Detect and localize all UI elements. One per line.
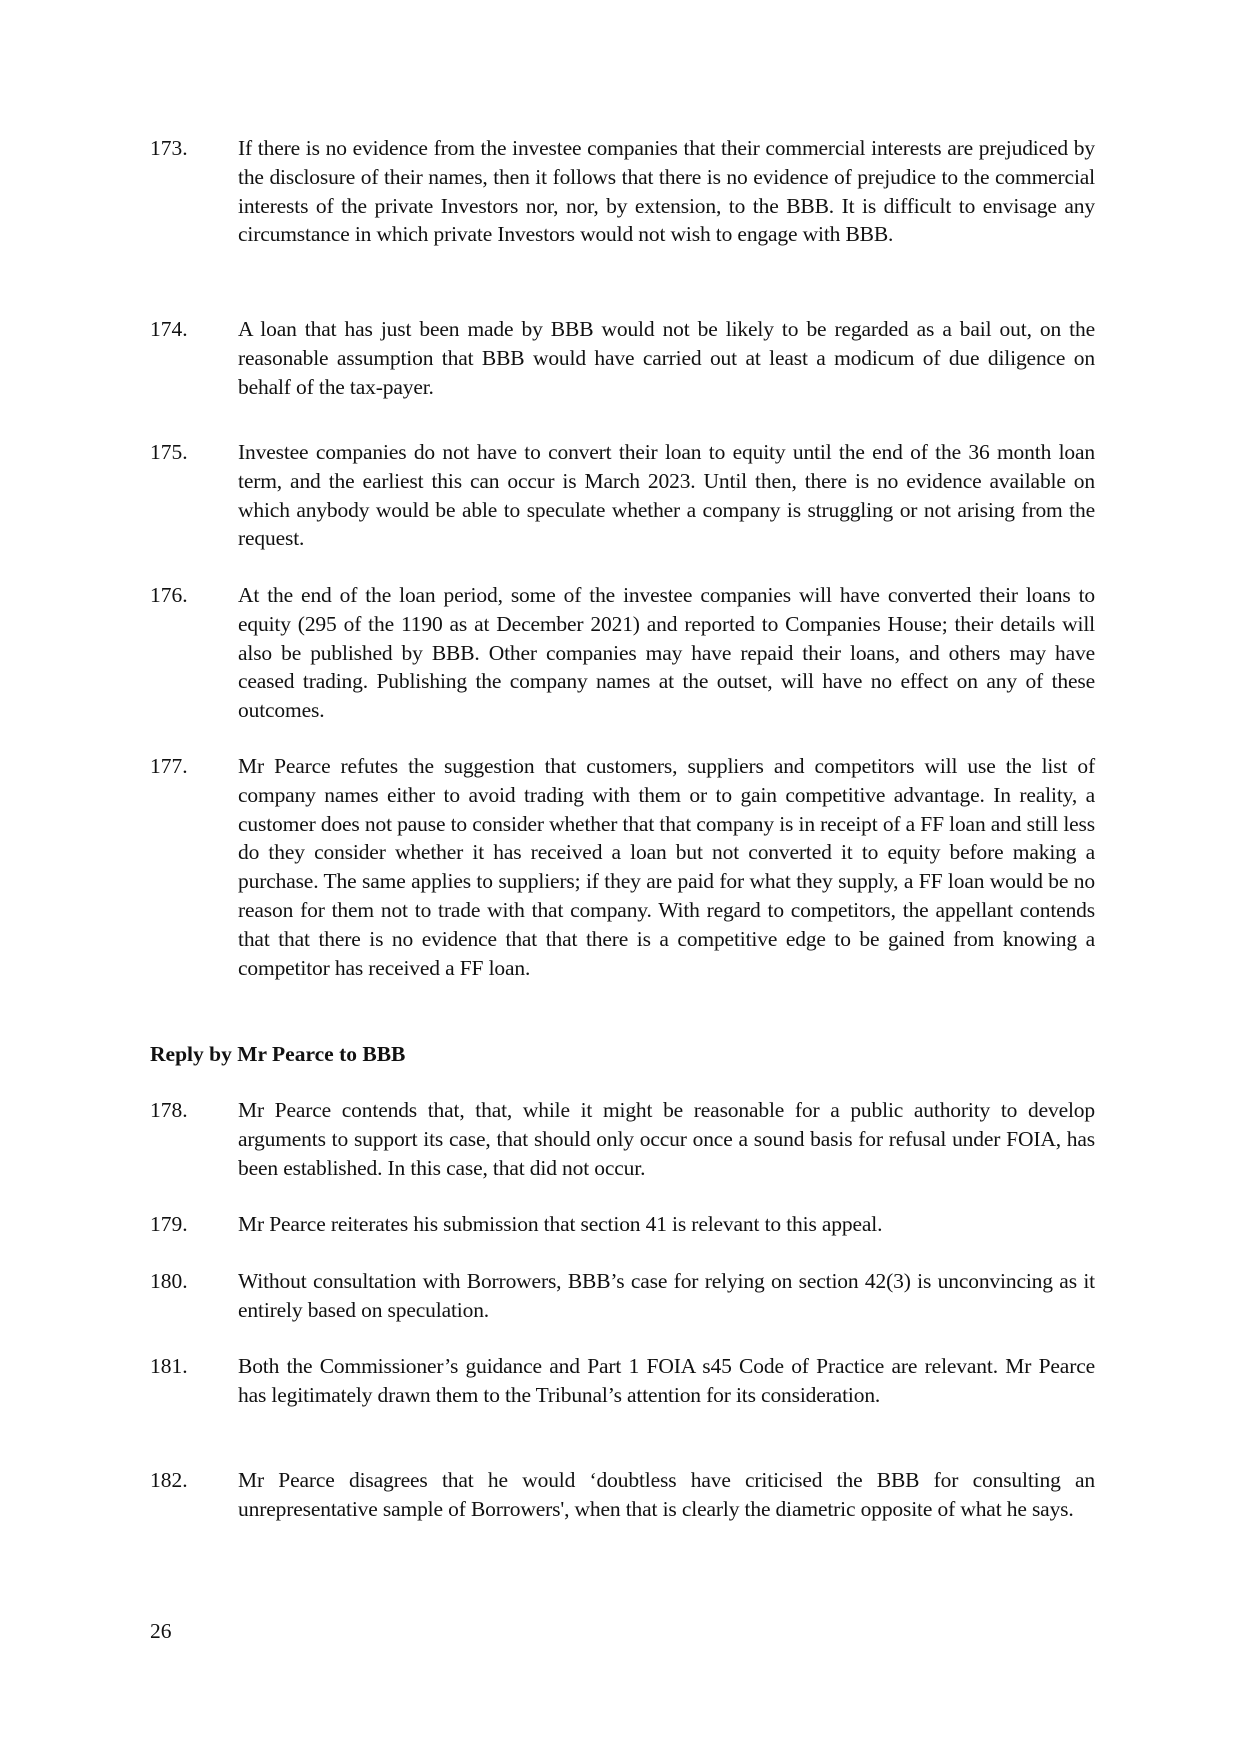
page-number: 26: [150, 1619, 172, 1643]
paragraph-178: [150, 1096, 1095, 1182]
paragraph-text: Mr Pearce disagrees that he would ‘doubtless have criticised the BBB for consulting an unrepresentative sample of Borrowers', when that is clearly the diametric opposite of what he says.: [238, 1468, 1095, 1521]
paragraph-number: 176.: [150, 583, 188, 607]
paragraph-text: Mr Pearce reiterates his submission that section 41 is relevant to this appeal.: [238, 1212, 883, 1236]
paragraph-181: [150, 1352, 1095, 1410]
paragraph-text: Without consultation with Borrowers, BBB’s case for relying on section 42(3) is unconvincing as it entirely based on speculation.: [238, 1269, 1095, 1322]
paragraph-173: [150, 134, 1095, 249]
paragraph-number: 180.: [150, 1269, 188, 1293]
paragraph-text: Investee companies do not have to convert their loan to equity until the end of the 36 month loan term, and the earliest this can occur is March 2023. Until then, there is no evidence available on which anybody would be able to speculate whether a company is struggling or not arising from the request.: [238, 440, 1095, 551]
paragraph-number: 173.: [150, 136, 188, 160]
paragraph-175: [150, 438, 1095, 553]
paragraph-179: [150, 1210, 1095, 1239]
paragraph-number: 181.: [150, 1354, 188, 1378]
paragraph-174: [150, 315, 1095, 401]
paragraph-text: At the end of the loan period, some of the investee companies will have converted their loans to equity (295 of the 1190 as at December 2021) and reported to Companies House; their details will also be published by BBB. Other companies may have repaid their loans, and others may have ceased trading. Publishing the company names at the outset, will have no effect on any of these outcomes.: [238, 583, 1095, 723]
paragraph-number: 175.: [150, 440, 188, 464]
paragraph-number: 178.: [150, 1098, 188, 1122]
paragraph-177: [150, 752, 1095, 982]
paragraph-number: 177.: [150, 754, 188, 778]
paragraph-182: [150, 1466, 1095, 1524]
paragraph-176: [150, 581, 1095, 725]
paragraph-text: A loan that has just been made by BBB would not be likely to be regarded as a bail out, on the reasonable assumption that BBB would have carried out at least a modicum of due diligence on behalf of the tax-payer.: [238, 317, 1095, 399]
paragraph-number: 182.: [150, 1468, 188, 1492]
paragraph-text: If there is no evidence from the investee companies that their commercial interests are prejudiced by the disclosure of their names, then it follows that there is no evidence of prejudice to the commercial interests of the private Investors nor, nor, by extension, to the BBB. It is difficult to envisage any circumstance in which private Investors would not wish to engage with BBB.: [238, 136, 1095, 247]
paragraph-text: Mr Pearce contends that, that, while it might be reasonable for a public authority to develop arguments to support its case, that should only occur once a sound basis for refusal under FOIA, has been established. In this case, that did not occur.: [238, 1098, 1095, 1180]
paragraph-text: Both the Commissioner’s guidance and Part 1 FOIA s45 Code of Practice are relevant. Mr Pearce has legitimately drawn them to the Tribunal’s attention for its consideration.: [238, 1354, 1095, 1407]
section-heading: Reply by Mr Pearce to BBB: [150, 1042, 406, 1066]
paragraph-text: Mr Pearce refutes the suggestion that customers, suppliers and competitors will use the list of company names either to avoid trading with them or to gain competitive advantage. In reality, a customer does not pause to consider whether that that company is in receipt of a FF loan and still less do they consider whether it has received a loan but not converted it to equity before making a purchase. The same applies to suppliers; if they are paid for what they supply, a FF loan would be no reason for them not to trade with that company. With regard to competitors, the appellant contends that that there is no evidence that that there is a competitive edge to be gained from knowing a competitor has received a FF loan.: [238, 754, 1095, 980]
paragraph-number: 174.: [150, 317, 188, 341]
paragraph-180: [150, 1267, 1095, 1325]
paragraph-number: 179.: [150, 1212, 188, 1236]
